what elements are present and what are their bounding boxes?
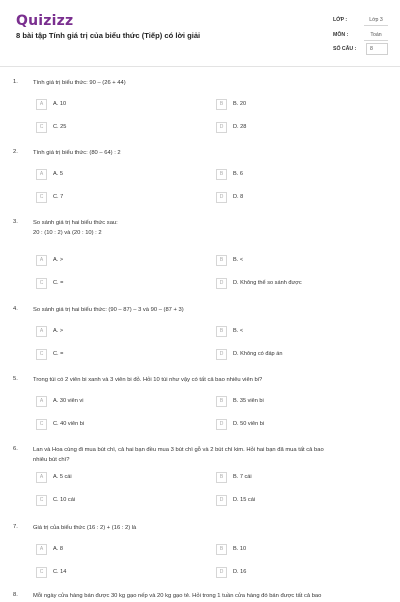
question-text: So sánh giá trị hai biểu thức: (90 – 87) – 3 và 90 – (87 + 3): [33, 307, 184, 313]
question-text: Mỗi ngày cửa hàng bán được 30 kg gạo nếp và 20 kg gạo tẻ. Hỏi trong 1 tuần cửa hàng đó bán được tất cả bao: [33, 593, 322, 599]
option-text: A. 8: [53, 545, 63, 552]
answer-option-c[interactable]: [36, 192, 206, 203]
option-letter-box[interactable]: B: [216, 169, 227, 180]
option-text: D. 28: [233, 123, 247, 130]
option-text: C. =: [53, 279, 64, 286]
option-letter-box[interactable]: C: [36, 419, 47, 430]
answer-option-b[interactable]: [216, 544, 386, 555]
answer-option-a[interactable]: [36, 99, 206, 110]
answer-option-a[interactable]: [36, 169, 206, 180]
option-letter-box[interactable]: A: [36, 169, 47, 180]
mon-underline: [364, 40, 388, 41]
question-number: 1.: [13, 79, 18, 85]
answer-option-d[interactable]: [216, 278, 386, 289]
question-text: nhiêu bút chì?: [33, 457, 70, 463]
answer-option-c[interactable]: [36, 419, 206, 430]
answer-option-b[interactable]: [216, 255, 386, 266]
option-letter-box[interactable]: D: [216, 495, 227, 506]
answer-option-b[interactable]: [216, 169, 386, 180]
option-text: D. Không thể so sánh được: [233, 279, 302, 286]
option-letter-box[interactable]: A: [36, 396, 47, 407]
option-letter-box[interactable]: A: [36, 544, 47, 555]
question-text: Tính giá trị biểu thức: 90 – (26 + 44): [33, 80, 126, 86]
mon-label: MÔN :: [333, 32, 349, 38]
answer-option-d[interactable]: [216, 419, 386, 430]
option-letter-box[interactable]: D: [216, 349, 227, 360]
option-letter-box[interactable]: D: [216, 278, 227, 289]
answer-option-d[interactable]: [216, 122, 386, 133]
option-letter-box[interactable]: B: [216, 544, 227, 555]
quizizz-logo: Quizizz: [16, 13, 74, 29]
option-letter-box[interactable]: D: [216, 567, 227, 578]
lop-value: Lớp 3: [369, 17, 383, 23]
answer-option-d[interactable]: [216, 495, 386, 506]
option-letter-box[interactable]: C: [36, 349, 47, 360]
option-letter-box[interactable]: B: [216, 255, 227, 266]
option-text: B. 6: [233, 170, 243, 177]
question-text: Trong túi có 2 viên bi xanh và 3 viên bi đỏ. Hỏi 10 túi như vậy có tất cả bao nhiêu viên bi?: [33, 377, 263, 383]
option-text: D. 16: [233, 568, 247, 575]
option-letter-box[interactable]: B: [216, 99, 227, 110]
option-text: B. 7 cái: [233, 473, 252, 480]
option-text: B. <: [233, 256, 244, 263]
option-text: C. 25: [53, 123, 67, 130]
question-text: So sánh giá trị hai biểu thức sau:: [33, 220, 118, 226]
option-text: D. Không có đáp án: [233, 350, 283, 357]
option-text: B. 35 viên bi: [233, 397, 264, 404]
question-text: Giá trị của biểu thức (16 : 2) + (16 : 2) là: [33, 525, 137, 531]
question-number: 2.: [13, 149, 18, 155]
option-text: B. 20: [233, 100, 247, 107]
option-letter-box[interactable]: C: [36, 192, 47, 203]
option-letter-box[interactable]: D: [216, 122, 227, 133]
question-number: 5.: [13, 376, 18, 382]
option-letter-box[interactable]: B: [216, 396, 227, 407]
answer-option-a[interactable]: [36, 544, 206, 555]
question-text: Lan và Hoa cùng đi mua bút chì, cả hai bạn đều mua 3 bút chì gỗ và 2 bút chì kim. Hỏi hai bạn đã mua tất cả bao: [33, 447, 324, 453]
option-text: C. 7: [53, 193, 64, 200]
option-text: C. =: [53, 350, 64, 357]
option-text: A. >: [53, 327, 64, 334]
socau-label: SỐ CÂU :: [333, 46, 357, 52]
answer-option-d[interactable]: [216, 192, 386, 203]
option-letter-box[interactable]: C: [36, 567, 47, 578]
option-text: D. 50 viên bi: [233, 420, 265, 427]
header-divider: [0, 66, 400, 67]
socau-value: 8: [370, 46, 373, 52]
option-letter-box[interactable]: C: [36, 495, 47, 506]
option-letter-box[interactable]: C: [36, 278, 47, 289]
answer-option-d[interactable]: [216, 349, 386, 360]
question-number: 8.: [13, 592, 18, 598]
answer-option-c[interactable]: [36, 122, 206, 133]
option-text: C. 40 viên bi: [53, 420, 85, 427]
option-letter-box[interactable]: B: [216, 472, 227, 483]
answer-option-d[interactable]: [216, 567, 386, 578]
answer-option-b[interactable]: [216, 472, 386, 483]
question-number: 6.: [13, 446, 18, 452]
option-letter-box[interactable]: B: [216, 326, 227, 337]
option-letter-box[interactable]: D: [216, 419, 227, 430]
answer-option-c[interactable]: [36, 567, 206, 578]
answer-option-b[interactable]: [216, 396, 386, 407]
option-text: A. 5: [53, 170, 63, 177]
worksheet-header: [0, 0, 400, 70]
option-text: D. 15 cái: [233, 496, 256, 503]
option-letter-box[interactable]: A: [36, 99, 47, 110]
lop-label: LỚP :: [333, 17, 348, 23]
option-letter-box[interactable]: A: [36, 472, 47, 483]
answer-option-b[interactable]: [216, 326, 386, 337]
answer-option-a[interactable]: [36, 255, 206, 266]
option-text: D. 8: [233, 193, 244, 200]
answer-option-a[interactable]: [36, 326, 206, 337]
question-number: 4.: [13, 306, 18, 312]
answer-option-c[interactable]: [36, 278, 206, 289]
option-text: A. 5 cái: [53, 473, 72, 480]
option-letter-box[interactable]: A: [36, 326, 47, 337]
worksheet-title: 8 bài tập Tính giá trị của biểu thức (Tiếp) có lời giải: [16, 31, 201, 40]
option-text: B. 10: [233, 545, 247, 552]
option-letter-box[interactable]: D: [216, 192, 227, 203]
mon-value: Toán: [370, 32, 382, 38]
option-text: C. 10 cái: [53, 496, 76, 503]
option-text: A. 10: [53, 100, 67, 107]
answer-option-a[interactable]: [36, 472, 206, 483]
option-text: A. 30 viên vi: [53, 397, 84, 404]
question-number: 7.: [13, 524, 18, 530]
answer-option-c[interactable]: [36, 495, 206, 506]
answer-option-a[interactable]: [36, 396, 206, 407]
option-text: C. 14: [53, 568, 67, 575]
answer-option-b[interactable]: [216, 99, 386, 110]
option-text: B. <: [233, 327, 244, 334]
lop-underline: [364, 25, 388, 26]
question-text: 20 : (10 : 2) và (20 : 10) : 2: [33, 230, 102, 236]
question-text: Tính giá trị biểu thức: (80 – 64) : 2: [33, 150, 121, 156]
question-number: 3.: [13, 219, 18, 225]
answer-option-c[interactable]: [36, 349, 206, 360]
option-letter-box[interactable]: C: [36, 122, 47, 133]
option-letter-box[interactable]: A: [36, 255, 47, 266]
option-text: A. >: [53, 256, 64, 263]
